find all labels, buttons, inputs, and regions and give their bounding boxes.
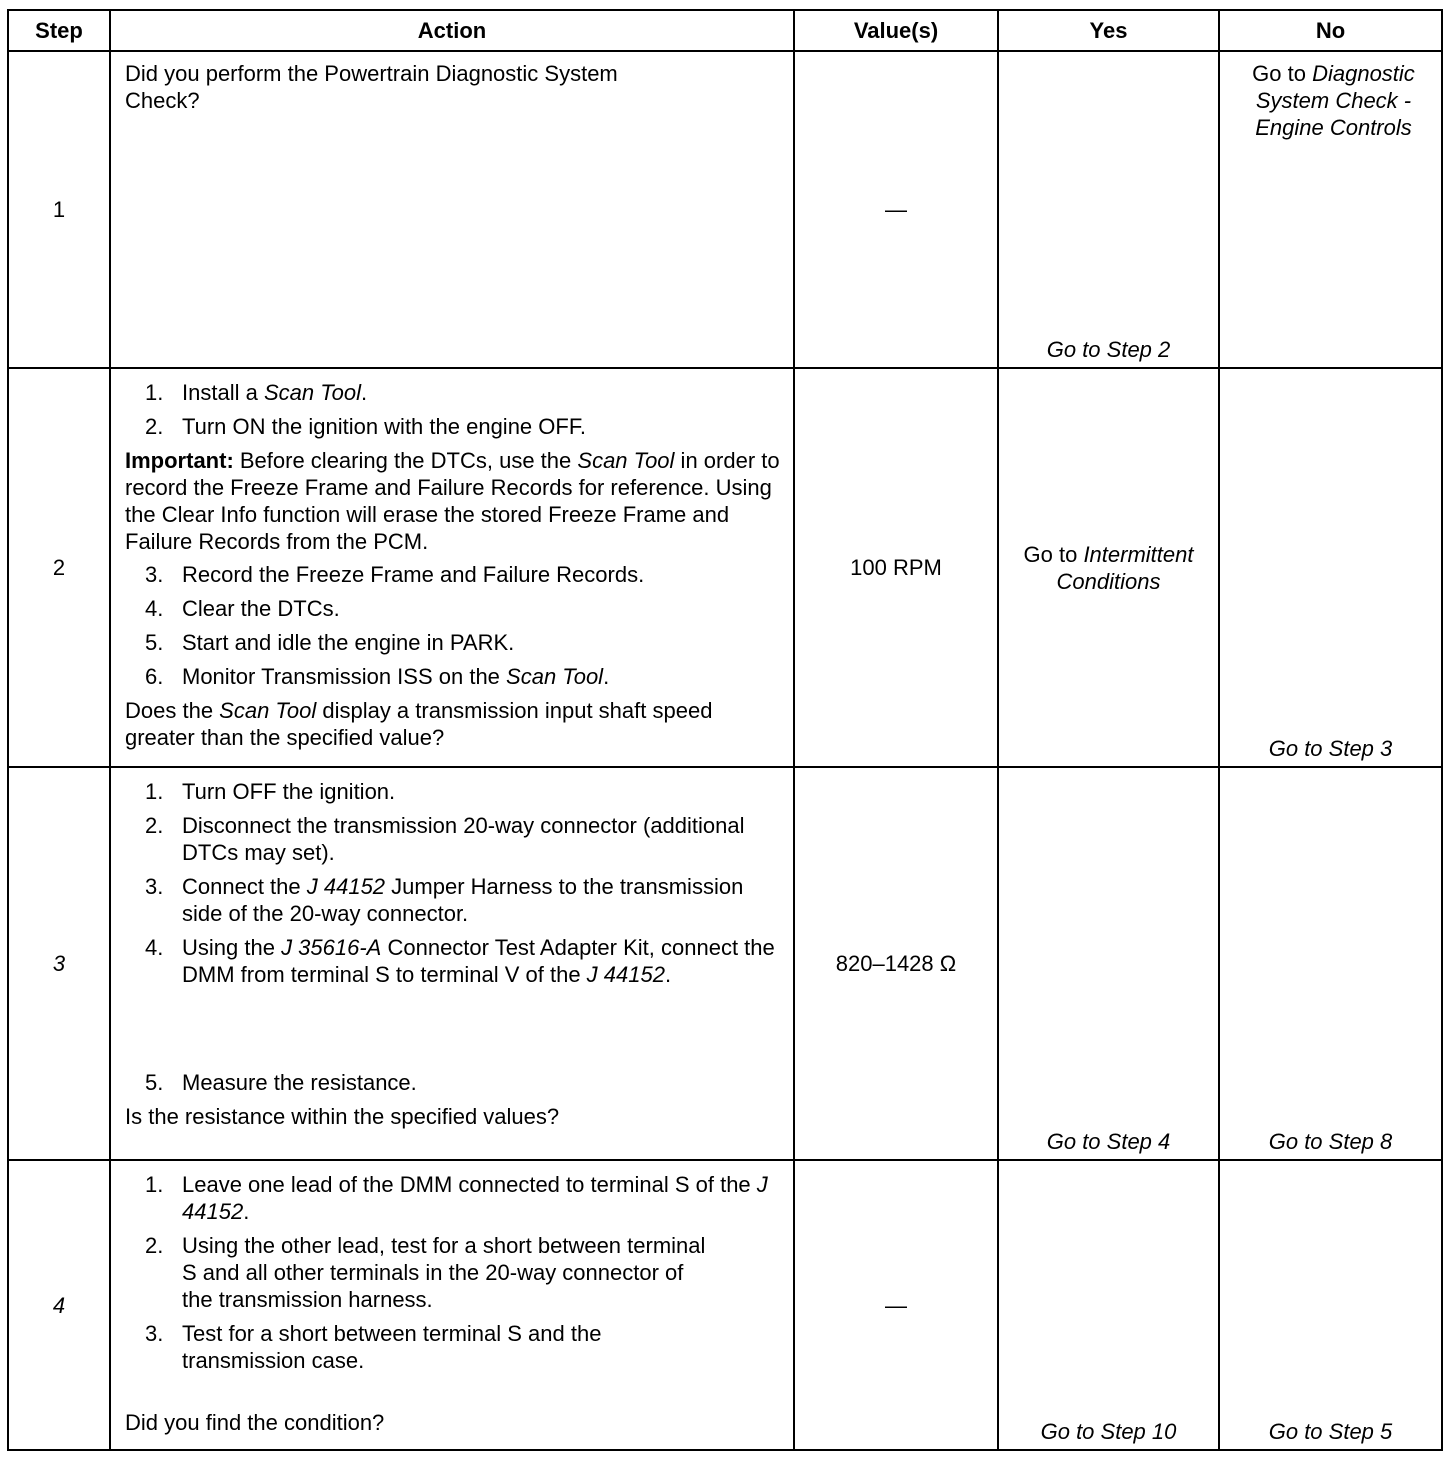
list-item: 1. Turn OFF the ignition. [145,779,396,804]
list-item: 3. Record the Freeze Frame and Failure Records. [145,562,645,587]
table-row [8,51,1442,368]
list-item: 3. Test for a short between terminal S and the transmission case. [145,1321,602,1373]
list-item: 2. Turn ON the ignition with the engine OFF. [145,414,586,439]
table-row [8,368,1442,767]
list-item: 4. Using the J 35616-A Connector Test Adapter Kit, connect the DMM from terminal S to terminal V of the J 44152. [145,935,775,987]
list-item: 1. Leave one lead of the DMM connected to terminal S of the J 44152. [145,1172,768,1224]
diagnostic-table [7,9,1443,1451]
list-item: 1. Install a Scan Tool. [145,380,368,405]
list-item: 3. Connect the J 44152 Jumper Harness to the transmission side of the 20-way connector. [145,874,744,926]
no-cell [1219,51,1442,368]
no-cell [1219,767,1442,1160]
step-number: 1 [8,51,110,368]
step-number: 4 [8,1160,110,1450]
yes-cell [998,1160,1219,1450]
no-link[interactable]: Diagnostic System Check - Engine Controls [1255,61,1415,140]
action-cell [110,368,794,767]
header-yes: Yes [998,10,1219,51]
header-step: Step [8,10,110,51]
step-number: 3 [8,767,110,1160]
no-prefix: Go to [1252,61,1313,86]
action-cell [110,1160,794,1450]
important-note: Important: Before clearing the DTCs, use the Scan Tool in order to record the Freeze Frame and Failure Records for reference. Using the Clear Info function will erase the stored Freeze Frame and Failure Records from the PCM. [125,448,780,554]
no-link[interactable]: Go to Step 8 [1268,1129,1393,1154]
question-text: Did you find the condition? [125,1410,385,1435]
table-row [8,1160,1442,1450]
list-item: 6. Monitor Transmission ISS on the Scan Tool. [145,664,610,689]
yes-cell [998,767,1219,1160]
no-cell [1219,368,1442,767]
value-cell: 820–1428 Ω [794,767,998,1160]
question-text: Does the Scan Tool display a transmission input shaft speed greater than the specified value? [125,698,713,750]
value-cell: — [794,51,998,368]
list-item: 5. Start and idle the engine in PARK. [145,630,515,655]
header-values: Value(s) [794,10,998,51]
list-item: 5. Measure the resistance. [145,1070,417,1095]
no-cell [1219,1160,1442,1450]
yes-cell [998,368,1219,767]
step-number: 2 [8,368,110,767]
header-row [8,10,1442,51]
no-link[interactable]: Go to Step 3 [1268,736,1393,761]
yes-cell [998,51,1219,368]
yes-prefix: Go to [1023,541,1084,567]
action-cell [110,767,794,1160]
header-no: No [1219,10,1442,51]
yes-link[interactable]: Go to Step 2 [1046,337,1171,362]
question-text: Is the resistance within the specified values? [125,1104,560,1129]
yes-link[interactable]: Go to Step 10 [1040,1419,1177,1444]
yes-link[interactable]: Intermittent Conditions [1056,541,1194,594]
yes-link[interactable]: Go to Step 4 [1046,1129,1171,1154]
value-cell: 100 RPM [794,368,998,767]
no-link[interactable]: Go to Step 5 [1268,1419,1393,1444]
list-item: 2. Using the other lead, test for a short between terminal S and all other terminals in the 20-way connector of the transmission harness. [145,1233,706,1312]
list-item: 2. Disconnect the transmission 20-way connector (additional DTCs may set). [145,813,745,865]
question-text: Did you perform the Powertrain Diagnostic System Check? [125,61,618,113]
list-item: 4. Clear the DTCs. [145,596,340,621]
value-cell: — [794,1160,998,1450]
action-cell [110,51,794,368]
table-row [8,767,1442,1160]
header-action: Action [110,10,794,51]
